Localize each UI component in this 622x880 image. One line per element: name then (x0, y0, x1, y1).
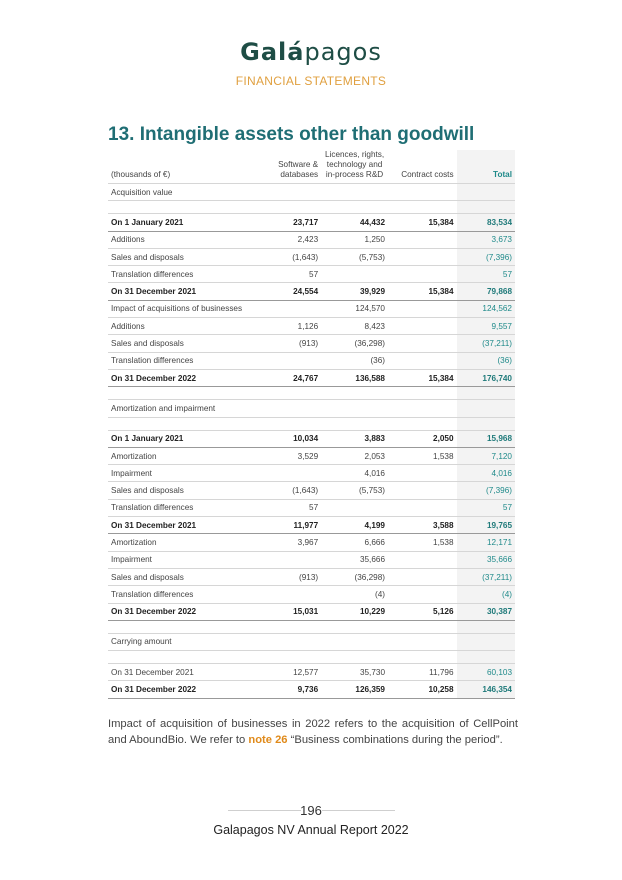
table-cell: Impairment (108, 551, 259, 568)
table-cell: 124,562 (457, 300, 515, 317)
table-cell (388, 184, 457, 201)
table-cell (457, 201, 515, 214)
table-cell (457, 387, 515, 400)
table-cell (388, 633, 457, 650)
table-cell: 3,967 (259, 534, 321, 551)
table-row (108, 248, 515, 265)
table-cell: 15,384 (388, 214, 457, 231)
table-row (108, 465, 515, 482)
table-cell: Impairment (108, 465, 259, 482)
page-number: 196 (300, 803, 322, 818)
table-cell (259, 352, 321, 369)
table-cell (388, 651, 457, 664)
table-cell (259, 620, 321, 633)
table-row (108, 318, 515, 335)
table-cell: 5,126 (388, 603, 457, 620)
table-cell: 39,929 (321, 283, 388, 300)
table-row (108, 201, 515, 214)
table-cell (388, 248, 457, 265)
table-cell (259, 551, 321, 568)
table-cell (388, 318, 457, 335)
table-cell (259, 417, 321, 430)
table-cell: 1,538 (388, 534, 457, 551)
table-cell: (36) (321, 352, 388, 369)
table-cell: 9,557 (457, 318, 515, 335)
table-cell: On 31 December 2022 (108, 369, 259, 386)
table-cell: Additions (108, 318, 259, 335)
table-cell (388, 352, 457, 369)
table-cell: 3,588 (388, 517, 457, 534)
table-cell (259, 300, 321, 317)
table-cell: 15,384 (388, 283, 457, 300)
table-cell: (36,298) (321, 568, 388, 585)
table-cell: Carrying amount (108, 633, 259, 650)
table-cell (457, 651, 515, 664)
table-cell (321, 184, 388, 201)
table-cell (388, 551, 457, 568)
table-cell: 44,432 (321, 214, 388, 231)
table-cell: 6,666 (321, 534, 388, 551)
table-cell: 1,250 (321, 231, 388, 248)
table-cell: On 31 December 2021 (108, 517, 259, 534)
table-cell: (5,753) (321, 482, 388, 499)
table-cell (388, 568, 457, 585)
table-row (108, 430, 515, 447)
table-cell: On 31 December 2021 (108, 664, 259, 681)
table-cell: Amortization and impairment (108, 400, 259, 417)
table-cell (259, 586, 321, 603)
table-cell: (36) (457, 352, 515, 369)
table-cell: 3,883 (321, 430, 388, 447)
table-cell (259, 400, 321, 417)
table-row (108, 517, 515, 534)
table-row (108, 300, 515, 317)
table-cell (457, 184, 515, 201)
table-cell: Acquisition value (108, 184, 259, 201)
table-cell: 2,053 (321, 447, 388, 464)
intangible-assets-table (108, 150, 515, 699)
table-cell (259, 184, 321, 201)
table-row (108, 482, 515, 499)
table-cell (321, 651, 388, 664)
table-row (108, 231, 515, 248)
table-cell: 10,229 (321, 603, 388, 620)
table-row (108, 603, 515, 620)
table-cell: On 31 December 2022 (108, 681, 259, 698)
table-cell: 4,199 (321, 517, 388, 534)
table-cell (388, 417, 457, 430)
table-cell (388, 620, 457, 633)
table-cell (457, 633, 515, 650)
table-cell: 11,796 (388, 664, 457, 681)
table-cell: 146,354 (457, 681, 515, 698)
table-cell (457, 417, 515, 430)
table-row (108, 586, 515, 603)
table-cell: On 1 January 2021 (108, 430, 259, 447)
table-cell (259, 465, 321, 482)
table-cell: Amortization (108, 534, 259, 551)
table-row (108, 400, 515, 417)
table-row (108, 568, 515, 585)
table-row (108, 283, 515, 300)
table-cell (388, 266, 457, 283)
table-row (108, 417, 515, 430)
table-cell: Sales and disposals (108, 568, 259, 585)
table-cell: 2,423 (259, 231, 321, 248)
table-cell: 57 (457, 266, 515, 283)
table-row (108, 633, 515, 650)
table-cell: 3,529 (259, 447, 321, 464)
table-cell: Impact of acquisitions of businesses (108, 300, 259, 317)
table-cell: (36,298) (321, 335, 388, 352)
table-cell (388, 586, 457, 603)
page-number-divider-right (322, 810, 395, 811)
table-cell (388, 335, 457, 352)
table-cell: 10,034 (259, 430, 321, 447)
table-cell: Amortization (108, 447, 259, 464)
table-cell: 57 (259, 266, 321, 283)
table-cell: 1,126 (259, 318, 321, 335)
table-cell: 24,767 (259, 369, 321, 386)
table-cell: 10,258 (388, 681, 457, 698)
table-cell (259, 387, 321, 400)
table-cell: 126,359 (321, 681, 388, 698)
table-cell (108, 620, 259, 633)
table-row (108, 214, 515, 231)
table-cell (388, 482, 457, 499)
table-cell: (913) (259, 335, 321, 352)
table-cell (108, 201, 259, 214)
table-cell (388, 465, 457, 482)
table-cell: 79,868 (457, 283, 515, 300)
table-row (108, 266, 515, 283)
table-row (108, 651, 515, 664)
footnote-paragraph (108, 716, 518, 748)
table-cell: Sales and disposals (108, 482, 259, 499)
table-cell (388, 387, 457, 400)
table-cell (321, 400, 388, 417)
table-cell: Sales and disposals (108, 248, 259, 265)
table-cell (457, 620, 515, 633)
table-cell (321, 499, 388, 516)
table-row (108, 551, 515, 568)
table-cell: (1,643) (259, 248, 321, 265)
table-cell: Additions (108, 231, 259, 248)
page-title: 13. Intangible assets other than goodwill (108, 124, 475, 145)
table-cell: (1,643) (259, 482, 321, 499)
table-cell: 15,968 (457, 430, 515, 447)
column-header-label: (thousands of €) (108, 150, 259, 184)
table-row (108, 534, 515, 551)
note-text-before: Impact of acquisition of businesses in 2022 refers to the acquisition of CellPoint and AboundBio. We refer to (108, 718, 518, 746)
table-cell (388, 231, 457, 248)
table-row (108, 447, 515, 464)
table-cell: (7,396) (457, 482, 515, 499)
table-cell: (37,211) (457, 335, 515, 352)
table-cell: 1,538 (388, 447, 457, 464)
table-cell: 12,577 (259, 664, 321, 681)
table-cell: 4,016 (457, 465, 515, 482)
table-cell: 15,384 (388, 369, 457, 386)
table-cell: (7,396) (457, 248, 515, 265)
table-cell: 57 (457, 499, 515, 516)
table-cell: 24,554 (259, 283, 321, 300)
table-cell (108, 387, 259, 400)
table-cell: Translation differences (108, 586, 259, 603)
table-cell: 35,730 (321, 664, 388, 681)
table-cell (259, 633, 321, 650)
table-row (108, 620, 515, 633)
table-cell (321, 633, 388, 650)
table-cell: 8,423 (321, 318, 388, 335)
table-cell: 19,765 (457, 517, 515, 534)
table-cell: 30,387 (457, 603, 515, 620)
table-cell: (37,211) (457, 568, 515, 585)
table-cell (388, 400, 457, 417)
table-row (108, 369, 515, 386)
table-cell: On 1 January 2021 (108, 214, 259, 231)
table-cell: Translation differences (108, 266, 259, 283)
table-cell: 35,666 (321, 551, 388, 568)
table-cell (108, 651, 259, 664)
table-cell: 7,120 (457, 447, 515, 464)
table-cell: 136,588 (321, 369, 388, 386)
table-cell (457, 400, 515, 417)
table-cell: 60,103 (457, 664, 515, 681)
table-cell: 12,171 (457, 534, 515, 551)
table-cell: 15,031 (259, 603, 321, 620)
table-cell (388, 499, 457, 516)
logo-bold-text: Galá (240, 38, 305, 66)
table-cell (259, 651, 321, 664)
note-text-after: “Business combinations during the period”. (287, 734, 503, 746)
table-row (108, 499, 515, 516)
table-cell: (913) (259, 568, 321, 585)
table-cell (321, 201, 388, 214)
table-cell (321, 266, 388, 283)
table-row (108, 387, 515, 400)
company-logo (0, 38, 622, 66)
note-26-link[interactable]: note 26 (248, 734, 288, 746)
table-cell (321, 417, 388, 430)
table-header-row (108, 150, 515, 184)
table-row (108, 335, 515, 352)
section-subtitle: FINANCIAL STATEMENTS (235, 74, 387, 88)
table-cell: Translation differences (108, 352, 259, 369)
table-cell: Sales and disposals (108, 335, 259, 352)
report-footer-title: Galapagos NV Annual Report 2022 (213, 823, 409, 837)
table-cell: 9,736 (259, 681, 321, 698)
table-cell: Translation differences (108, 499, 259, 516)
column-header-licences: Licences, rights, technology and in-process R&D (321, 150, 388, 184)
table-cell: 57 (259, 499, 321, 516)
column-header-software: Software & databases (259, 150, 321, 184)
table-cell: On 31 December 2021 (108, 283, 259, 300)
table-row (108, 184, 515, 201)
table-cell: 83,534 (457, 214, 515, 231)
table-cell (259, 201, 321, 214)
logo-light-text: pagos (304, 38, 382, 66)
table-cell: 35,666 (457, 551, 515, 568)
table-cell (108, 417, 259, 430)
table-cell: 23,717 (259, 214, 321, 231)
table-cell: 4,016 (321, 465, 388, 482)
table-cell: 2,050 (388, 430, 457, 447)
table-cell: (5,753) (321, 248, 388, 265)
column-header-total: Total (457, 150, 515, 184)
table-row (108, 352, 515, 369)
table-row (108, 664, 515, 681)
table-cell: (4) (457, 586, 515, 603)
table-cell: (4) (321, 586, 388, 603)
table-cell: 11,977 (259, 517, 321, 534)
table-cell (388, 300, 457, 317)
table-cell (321, 620, 388, 633)
table-cell: 176,740 (457, 369, 515, 386)
table-cell (321, 387, 388, 400)
table-row (108, 681, 515, 698)
table-cell: On 31 December 2022 (108, 603, 259, 620)
column-header-contract-costs: Contract costs (388, 150, 457, 184)
table-cell: 3,673 (457, 231, 515, 248)
table-cell: 124,570 (321, 300, 388, 317)
table-cell (388, 201, 457, 214)
